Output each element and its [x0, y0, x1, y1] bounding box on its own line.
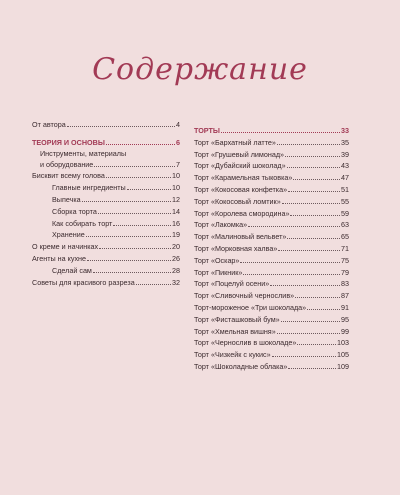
dot-leader	[67, 126, 175, 127]
dot-leader	[288, 368, 336, 369]
toc-entry-page: 87	[341, 291, 349, 301]
toc-entry-page: 51	[341, 184, 349, 194]
toc-entry-page: 20	[172, 242, 180, 252]
dot-leader	[93, 272, 171, 273]
toc-entry-title: Сделай сам	[52, 265, 92, 275]
toc-entry[interactable]	[194, 137, 349, 149]
toc-entry[interactable]	[194, 219, 349, 231]
toc-entry-page: 19	[172, 230, 180, 240]
dot-leader	[288, 191, 340, 192]
dot-leader	[240, 262, 340, 263]
toc-entry[interactable]	[194, 337, 349, 349]
toc-entry[interactable]	[32, 218, 180, 230]
toc-entry-page: 4	[176, 120, 180, 129]
toc-entry-page: 10	[172, 183, 180, 193]
toc-entry-page: 35	[341, 137, 349, 147]
toc-entry-page: 26	[172, 253, 180, 263]
toc-entry[interactable]	[194, 231, 349, 243]
toc-entry-page: 55	[341, 196, 349, 206]
dot-leader	[86, 236, 171, 237]
toc-entry-title: Торт «Малиновый вельвет»	[194, 232, 287, 242]
toc-section-title: ТЕОРИЯ И ОСНОВЫ	[32, 137, 105, 147]
toc-entry-page: 47	[341, 173, 349, 183]
dot-leader	[307, 309, 340, 310]
toc-entry-title: Выпечка	[52, 194, 81, 204]
toc-entry-title: Главные ингредиенты	[52, 183, 126, 193]
toc-entry-page: 103	[337, 338, 349, 348]
toc-entry[interactable]	[194, 314, 349, 326]
toc-entry[interactable]	[194, 172, 349, 184]
toc-entry-title: Торт «Карамельная тыковка»	[194, 173, 293, 183]
dot-leader	[277, 333, 340, 334]
toc-entry[interactable]	[194, 326, 349, 338]
toc-entry-title: Торт «Пикник»	[194, 267, 243, 277]
toc-entry-title: Торт «Оскар»	[194, 255, 240, 265]
toc-entry-title: Торт «Кокосовый ломтик»	[194, 196, 281, 206]
toc-entry[interactable]	[194, 243, 349, 255]
toc-entry-title: Торт «Шоколадные облака»	[194, 361, 288, 371]
toc-entry[interactable]	[194, 349, 349, 361]
toc-entry[interactable]	[32, 159, 180, 171]
toc-entry-page: 10	[172, 171, 180, 181]
toc-entry-title: Сборка торта	[52, 206, 97, 216]
toc-entry-page: 16	[172, 218, 180, 228]
toc-right-column	[194, 119, 349, 373]
dot-leader	[290, 215, 340, 216]
toc-entry[interactable]	[32, 253, 180, 265]
toc-entry[interactable]	[194, 196, 349, 208]
dot-leader	[127, 189, 171, 190]
toc-entry[interactable]	[194, 160, 349, 172]
toc-entry-title: Торт «Хмельная вишня»	[194, 326, 276, 336]
toc-entry[interactable]	[194, 149, 349, 161]
toc-entry[interactable]	[32, 241, 180, 253]
toc-entry-title: Торт «Кокосовая конфетка»	[194, 184, 288, 194]
toc-entry-title: От автора	[32, 120, 66, 129]
toc-entry-title: Бисквит всему голова	[32, 171, 105, 181]
toc-entry[interactable]	[32, 277, 180, 289]
dot-leader	[287, 238, 340, 239]
toc-entry[interactable]	[194, 361, 349, 373]
toc-entry-title: Торт «Королева смородина»	[194, 208, 290, 218]
toc-entry-title: Торт-мороженое «Три шоколада»	[194, 302, 307, 312]
dot-leader	[106, 177, 171, 178]
dot-leader	[113, 225, 171, 226]
dot-leader	[87, 260, 171, 261]
toc-entry[interactable]	[32, 194, 180, 206]
toc-entry[interactable]	[32, 119, 180, 131]
toc-entry-title: Торт «Бархатный латте»	[194, 137, 276, 147]
toc-entry-page: 75	[341, 255, 349, 265]
dot-leader	[270, 285, 340, 286]
toc-section-theory[interactable]	[32, 137, 180, 149]
toc-left-column	[32, 119, 180, 288]
toc-entry-page: 12	[172, 194, 180, 204]
toc-entry-page: 59	[341, 208, 349, 218]
toc-entry-page: 43	[341, 161, 349, 171]
page-title: Содержание	[92, 52, 308, 87]
toc-section-page: 6	[176, 137, 180, 147]
toc-entry-page: 71	[341, 243, 349, 253]
toc-entry-page: 79	[341, 267, 349, 277]
toc-entry-title: Торт «Дубайский шоколад»	[194, 161, 286, 171]
toc-entry-title: Торт «Морковная халва»	[194, 243, 278, 253]
toc-entry[interactable]	[194, 208, 349, 220]
dot-leader	[285, 156, 340, 157]
toc-entry-page: 7	[176, 159, 180, 169]
toc-entry-title: Торт «Чернослив в шоколаде»	[194, 338, 297, 348]
dot-leader	[99, 248, 171, 249]
toc-entry-title: Инструменты, материалы	[40, 148, 127, 158]
toc-section-page: 33	[341, 126, 349, 135]
toc-entry[interactable]	[194, 184, 349, 196]
toc-entry-page: 109	[337, 361, 349, 371]
toc-entry-title: Торт «Грушевый лимонад»	[194, 149, 285, 159]
toc-entry-page: 32	[172, 277, 180, 287]
toc-entry-title: Торт «Лакомка»	[194, 220, 248, 230]
dot-leader	[297, 344, 336, 345]
dot-leader	[94, 166, 175, 167]
toc-entry-page: 95	[341, 314, 349, 324]
toc-entry-title: Агенты на кухне	[32, 253, 87, 263]
toc-entry-title: Как собирать торт	[52, 218, 113, 228]
toc-entry[interactable]	[32, 170, 180, 182]
dot-leader	[295, 297, 340, 298]
toc-entry[interactable]	[194, 302, 349, 314]
dot-leader	[281, 321, 340, 322]
dot-leader	[277, 144, 340, 145]
toc-entry[interactable]	[194, 267, 349, 279]
toc-entry[interactable]	[32, 149, 180, 159]
toc-entry-page: 91	[341, 302, 349, 312]
dot-leader	[136, 284, 171, 285]
toc-entry[interactable]	[32, 229, 180, 241]
toc-entry-title: Советы для красивого разреза	[32, 277, 135, 287]
dot-leader	[243, 274, 340, 275]
toc-section-cakes[interactable]	[194, 125, 349, 137]
toc-entry-title: Торт «Поцелуй осени»	[194, 279, 270, 289]
dot-leader	[282, 203, 340, 204]
toc-entry-page: 14	[172, 206, 180, 216]
dot-leader	[293, 179, 340, 180]
toc-entry-page: 105	[337, 350, 349, 360]
toc-entry-title: Торт «Чизкейк с кукис»	[194, 350, 271, 360]
toc-entry-page: 83	[341, 279, 349, 289]
toc-entry[interactable]	[194, 278, 349, 290]
toc-entry[interactable]	[32, 206, 180, 218]
toc-entry-page: 99	[341, 326, 349, 336]
toc-entry-title: О креме и начинках	[32, 242, 99, 252]
toc-section-title: ТОРТЫ	[194, 126, 220, 135]
toc-entry[interactable]	[32, 182, 180, 194]
dot-leader	[82, 201, 171, 202]
dot-leader	[278, 250, 340, 251]
toc-entry-page: 39	[341, 149, 349, 159]
toc-entry-title: и оборудование	[40, 159, 94, 169]
toc-entry-title: Хранение	[52, 230, 85, 240]
dot-leader	[221, 132, 340, 133]
toc-entry-title: Торт «Сливочный чернослив»	[194, 291, 295, 301]
dot-leader	[272, 356, 336, 357]
toc-entry-page: 65	[341, 232, 349, 242]
dot-leader	[248, 226, 340, 227]
dot-leader	[106, 144, 175, 145]
dot-leader	[287, 167, 340, 168]
toc-entry[interactable]	[194, 255, 349, 267]
toc-entry-title: Торт «Фисташковый бум»	[194, 314, 280, 324]
toc-entry[interactable]	[194, 290, 349, 302]
dot-leader	[98, 213, 171, 214]
toc-entry-page: 28	[172, 265, 180, 275]
toc-entry-page: 63	[341, 220, 349, 230]
toc-entry[interactable]	[32, 265, 180, 277]
